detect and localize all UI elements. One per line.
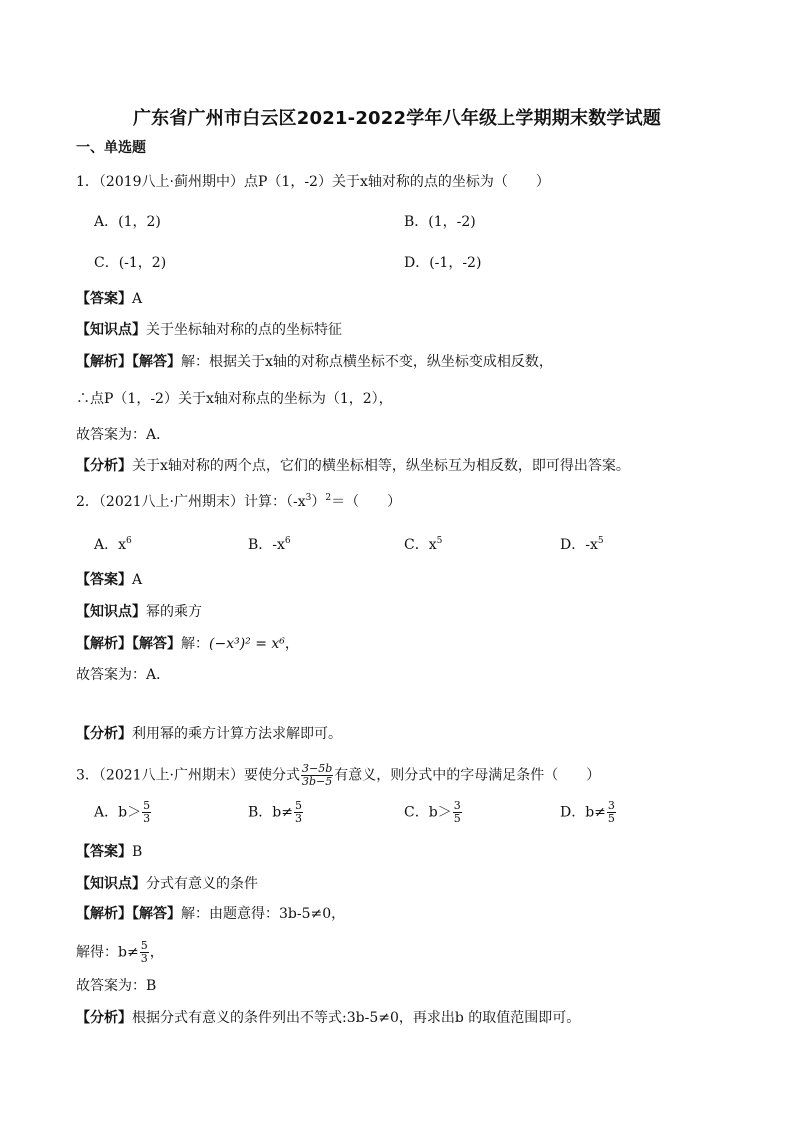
- q2-option-a-exp: 6: [126, 536, 132, 546]
- q1-stem: 1．（2019八上·蓟州期中）点P（1，-2）关于x轴对称的点的坐标为（ ）: [76, 174, 550, 190]
- q1-option-a: A．(1，2): [94, 214, 161, 230]
- q1-analysis-line2: ∴点P（1，-2）关于x轴对称点的坐标为（1，2），: [76, 391, 393, 407]
- knowledge-label: 【知识点】: [76, 322, 146, 338]
- q1-knowledge: [76, 320, 342, 340]
- q3-line2-fraction: [140, 940, 149, 965]
- remark-label: 【分析】: [76, 458, 132, 474]
- q3-knowledge-value: 分式有意义的条件: [146, 876, 258, 892]
- q3-option-d-text: D．b≠: [560, 804, 606, 821]
- analysis-label: 【解析】: [76, 354, 132, 370]
- q3-line2-num: 5: [140, 939, 148, 952]
- q2-stem-part2: ）: [311, 494, 326, 510]
- solution-label: 【解答】: [132, 906, 181, 922]
- q3-analysis-line2: [76, 940, 164, 965]
- q3-remark: [76, 1008, 580, 1028]
- q2-option-c-base: C．x: [404, 537, 437, 553]
- q3-stem-part1: 3．（2021八上·广州期末）要使分式: [76, 767, 300, 784]
- q2-option-c: [404, 535, 442, 555]
- q3-option-d-num: 3: [607, 799, 615, 812]
- q3-option-d-fraction: [607, 800, 616, 825]
- q2-option-d: [560, 535, 604, 555]
- analysis-label: 【解析】: [76, 636, 132, 652]
- q2-knowledge: [76, 602, 202, 622]
- q1-knowledge-value: 关于坐标轴对称的点的坐标特征: [146, 322, 342, 338]
- q2-stem-exp1: 3: [305, 493, 312, 503]
- q2-option-b-exp: 6: [284, 536, 291, 546]
- q2-remark: [76, 724, 342, 744]
- q2-conclusion: 故答案为：A．: [76, 667, 171, 683]
- q1-analysis-text: 解：根据关于x轴的对称点横坐标不变，纵坐标变成相反数，: [181, 354, 553, 370]
- q3-option-d: [560, 800, 617, 825]
- q1-option-c: C．(-1，2): [94, 255, 167, 271]
- document-title: 广东省广州市白云区2021-2022学年八年级上学期期末数学试题: [132, 108, 662, 129]
- q3-option-d-den: 5: [607, 812, 615, 825]
- q3-option-b-fraction: [294, 800, 303, 825]
- q2-option-c-exp: 5: [436, 536, 443, 546]
- q1-answer: [76, 289, 142, 309]
- q2-analysis-end: ，: [284, 636, 299, 652]
- solution-label: 【解答】: [132, 354, 181, 370]
- q3-stem-part2: 有意义，则分式中的字母满足条件（ ）: [334, 767, 601, 784]
- q3-option-b-den: 3: [294, 812, 302, 825]
- q3-answer: [76, 842, 142, 862]
- q3-knowledge: [76, 874, 258, 894]
- q3-stem-fraction: [301, 763, 333, 788]
- solution-label: 【解答】: [132, 636, 181, 652]
- q2-stem: [76, 492, 401, 512]
- q1-analysis: [76, 352, 553, 372]
- q3-analysis-text: 解：由题意得：3b-5≠0，: [181, 906, 346, 922]
- q2-stem-part1: 2．（2021八上·广州期末）计算：（-x: [76, 494, 306, 510]
- answer-label: 【答案】: [76, 572, 132, 588]
- q1-remark: [76, 456, 630, 476]
- knowledge-label: 【知识点】: [76, 876, 146, 892]
- q2-analysis-text: 解：: [181, 636, 209, 652]
- q3-option-b-text: B．b≠: [248, 804, 293, 821]
- q3-option-c-den: 5: [453, 812, 461, 825]
- q3-option-a-num: 5: [143, 799, 151, 812]
- q3-option-c: [404, 800, 463, 825]
- q3-option-a-text: A．b＞: [94, 804, 142, 821]
- q3-option-b-num: 5: [294, 799, 302, 812]
- q2-option-d-exp: 5: [597, 536, 604, 546]
- q2-option-d-base: D．-x: [560, 537, 598, 553]
- q3-analysis: [76, 904, 345, 924]
- section-heading: 一、单选题: [76, 140, 146, 156]
- answer-label: 【答案】: [76, 291, 132, 307]
- q2-option-a: [94, 535, 132, 555]
- q2-stem-exp2: 2: [325, 493, 332, 503]
- q2-option-b: [248, 535, 291, 555]
- q3-line2-den: 3: [140, 952, 148, 965]
- q2-stem-part3: ＝（ ）: [331, 494, 402, 510]
- q1-option-b: B．(1，-2): [404, 214, 476, 230]
- remark-label: 【分析】: [76, 1010, 132, 1026]
- q3-line2-text: 解得：b≠: [76, 944, 139, 961]
- q3-conclusion: 故答案为：B: [76, 978, 157, 994]
- q3-fraction-numerator: 3−5b: [302, 762, 333, 775]
- q3-option-a-fraction: [142, 800, 151, 825]
- answer-label: 【答案】: [76, 844, 132, 860]
- q3-option-a-den: 3: [143, 812, 151, 825]
- q3-stem: [76, 763, 600, 788]
- q2-analysis: [76, 634, 299, 654]
- q3-line2-end: ，: [149, 944, 164, 961]
- q3-answer-value: B: [132, 844, 143, 860]
- knowledge-label: 【知识点】: [76, 604, 146, 620]
- q3-fraction-denominator: 3b−5: [302, 775, 333, 788]
- remark-label: 【分析】: [76, 726, 132, 742]
- q3-option-c-fraction: [453, 800, 462, 825]
- q2-option-b-base: B．-x: [248, 537, 285, 553]
- q3-option-b: [248, 800, 304, 825]
- q3-option-c-num: 3: [453, 799, 461, 812]
- q1-remark-text: 关于x轴对称的两个点，它们的横坐标相等，纵坐标互为相反数，即可得出答案。: [132, 458, 630, 474]
- q3-option-c-text: C．b＞: [404, 804, 452, 821]
- q3-remark-text: 根据分式有意义的条件列出不等式:3b-5≠0，再求出b 的取值范围即可。: [132, 1010, 581, 1026]
- q2-answer: [76, 570, 142, 590]
- q2-option-a-base: A．x: [94, 537, 127, 553]
- q2-answer-value: A: [132, 572, 143, 588]
- q1-answer-value: A: [132, 291, 143, 307]
- q2-remark-text: 利用幂的乘方计算方法求解即可。: [132, 726, 342, 742]
- q2-knowledge-value: 幂的乘方: [146, 604, 202, 620]
- q1-option-d: D．(-1，-2): [404, 255, 482, 271]
- q2-analysis-formula: (−x³)² = x⁶: [209, 636, 285, 652]
- q3-option-a: [94, 800, 152, 825]
- q1-conclusion: 故答案为：A．: [76, 427, 171, 443]
- analysis-label: 【解析】: [76, 906, 132, 922]
